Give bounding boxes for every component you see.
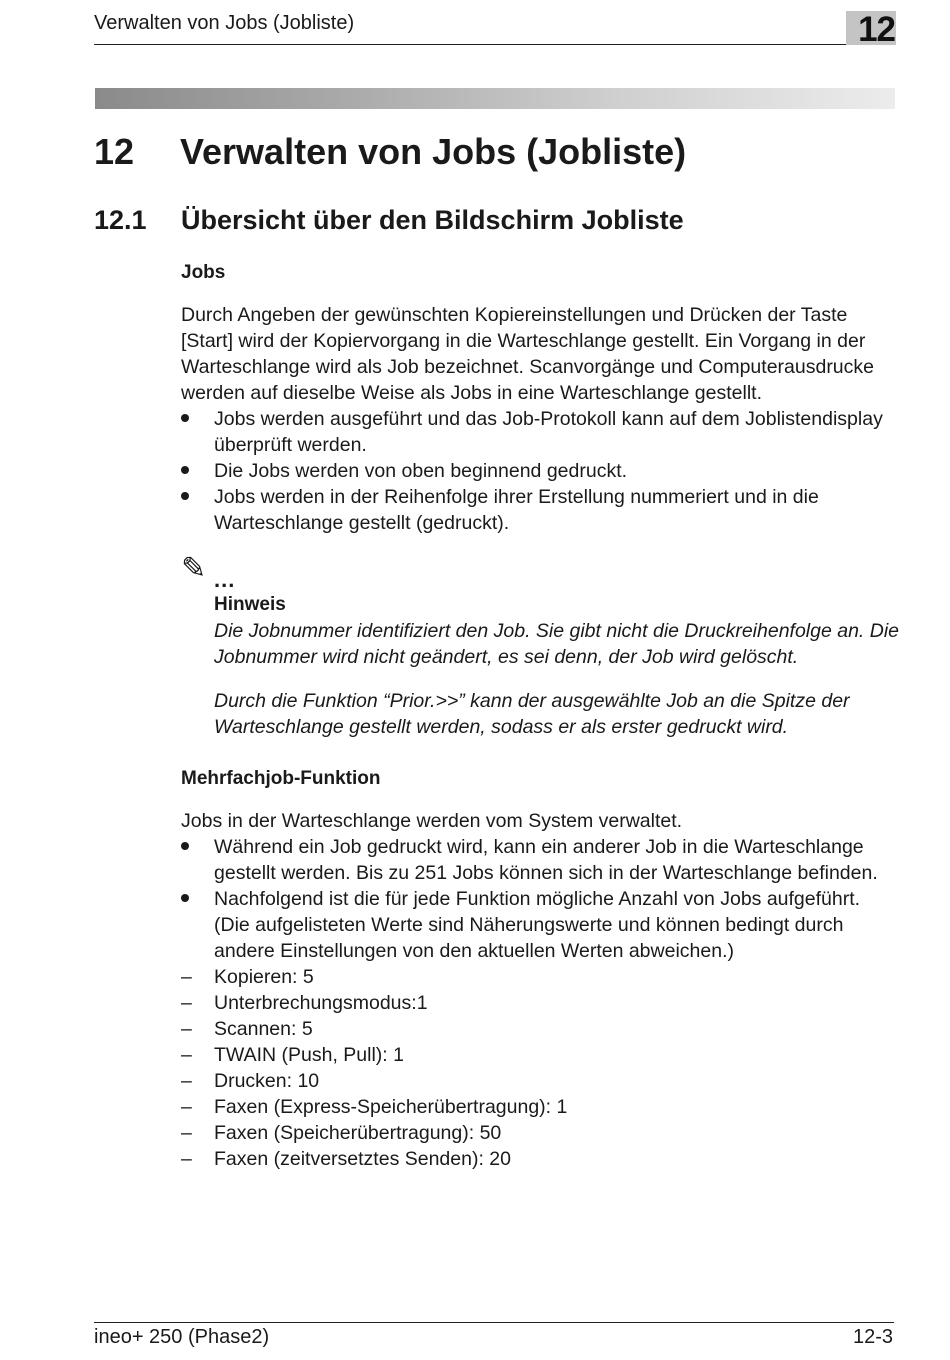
list-item-text: Jobs werden in der Reihenfolge ihrer Erstellung nummeriert und in die Warteschlange gestellt (gedruckt). — [214, 486, 819, 534]
dash-marker: – — [181, 1122, 192, 1144]
list-item-text: Während ein Job gedruckt wird, kann ein anderer Job in die Warteschlange gestellt werden. Bis zu 251 Jobs können sich in der Warteschlange befinden. — [214, 836, 878, 884]
bullet-icon — [181, 894, 189, 902]
jobs-subheading: Jobs — [181, 262, 226, 283]
footer-product-name: ineo+ 250 (Phase2) — [94, 1326, 270, 1348]
bullet-icon — [181, 414, 189, 422]
dash-marker: – — [181, 966, 192, 988]
bullet-icon — [181, 466, 189, 474]
list-item-text: Faxen (zeitversetztes Senden): 20 — [214, 1148, 511, 1170]
multijob-intro-paragraph: Jobs in der Warteschlange werden vom System verwaltet. — [181, 810, 683, 832]
list-item — [181, 1068, 901, 1094]
list-item — [181, 1120, 901, 1146]
list-item — [181, 964, 901, 990]
chapter-tab-number: 12 — [858, 10, 895, 49]
note-paragraph: Durch die Funktion “Prior.>>” kann der ausgewählte Job an die Spitze der Warteschlange gestellt werden, sodass er als erster gedruckt wird. — [214, 690, 850, 738]
list-item — [181, 1094, 901, 1120]
list-item — [181, 834, 901, 886]
header-divider — [94, 44, 849, 45]
footer-divider — [94, 1322, 894, 1323]
list-item-text: Jobs werden ausgeführt und das Job-Protokoll kann auf dem Joblistendisplay überprüft werden. — [214, 408, 883, 456]
dash-marker: – — [181, 1018, 192, 1040]
list-item-text: Scannen: 5 — [214, 1018, 313, 1040]
list-item-text: Faxen (Speicherübertragung): 50 — [214, 1122, 502, 1144]
note-title: Hinweis — [214, 594, 286, 615]
chapter-heading-number: 12 — [94, 131, 135, 172]
dash-marker: – — [181, 1044, 192, 1066]
list-item-text: Die Jobs werden von oben beginnend gedruckt. — [214, 460, 628, 482]
dash-marker: – — [181, 1096, 192, 1118]
pencil-note-icon: ✎ — [181, 552, 207, 585]
multijob-bullet-list — [181, 834, 901, 964]
bullet-icon — [181, 842, 189, 850]
list-item-text: Drucken: 10 — [214, 1070, 320, 1092]
list-item — [181, 458, 901, 484]
note-paragraph: Die Jobnummer identifiziert den Job. Sie gibt nicht die Druckreihenfolge an. Die Jobnummer wird nicht geändert, es sei denn, der Job wird gelöscht. — [214, 620, 900, 668]
dash-marker: – — [181, 1070, 192, 1092]
list-item — [181, 990, 901, 1016]
main-content — [181, 260, 901, 1172]
section-heading-number: 12.1 — [94, 205, 147, 235]
list-item-text: Kopieren: 5 — [214, 966, 314, 988]
list-item-text: TWAIN (Push, Pull): 1 — [214, 1044, 404, 1066]
job-limits-list — [181, 964, 901, 1172]
dash-marker: – — [181, 992, 192, 1014]
multijob-subheading: Mehrfachjob-Funktion — [181, 768, 381, 789]
running-header-title: Verwalten von Jobs (Jobliste) — [94, 12, 355, 34]
jobs-bullet-list — [181, 406, 901, 536]
section-heading-title: Übersicht über den Bildschirm Jobliste — [181, 205, 684, 235]
decorative-gradient-bar — [95, 88, 895, 109]
list-item — [181, 886, 901, 964]
bullet-icon — [181, 492, 189, 500]
chapter-heading-title: Verwalten von Jobs (Jobliste) — [180, 131, 687, 172]
list-item — [181, 406, 901, 458]
dash-marker: – — [181, 1148, 192, 1170]
list-item-text: Faxen (Express-Speicherübertragung): 1 — [214, 1096, 568, 1118]
list-item-text: Unterbrechungsmodus:1 — [214, 992, 428, 1014]
list-item — [181, 1146, 901, 1172]
list-item — [181, 484, 901, 536]
chapter-heading — [94, 130, 686, 174]
note-header — [181, 552, 901, 592]
chapter-tab — [846, 10, 896, 49]
footer-page-number: 12-3 — [852, 1326, 893, 1348]
list-item-text: Nachfolgend ist die für jede Funktion mögliche Anzahl von Jobs aufgeführt. (Die aufgelisteten Werte sind Näherungswerte und können bedingt durch andere Einstellungen von den aktuellen Werten abweichen.) — [214, 888, 861, 962]
list-item — [181, 1016, 901, 1042]
list-item — [181, 1042, 901, 1068]
section-heading — [94, 202, 684, 238]
note-block — [181, 592, 901, 740]
note-dots: ... — [214, 567, 236, 592]
jobs-intro-paragraph: Durch Angeben der gewünschten Kopiereinstellungen und Drücken der Taste [Start] wird der Kopiervorgang in die Warteschlange gestellt. Ein Vorgang in der Warteschlange wird als Job bezeichnet. Scanvorgänge und Computerausdrucke werden auf dieselbe Weise als Jobs in eine Warteschlange gestellt. — [181, 304, 875, 404]
